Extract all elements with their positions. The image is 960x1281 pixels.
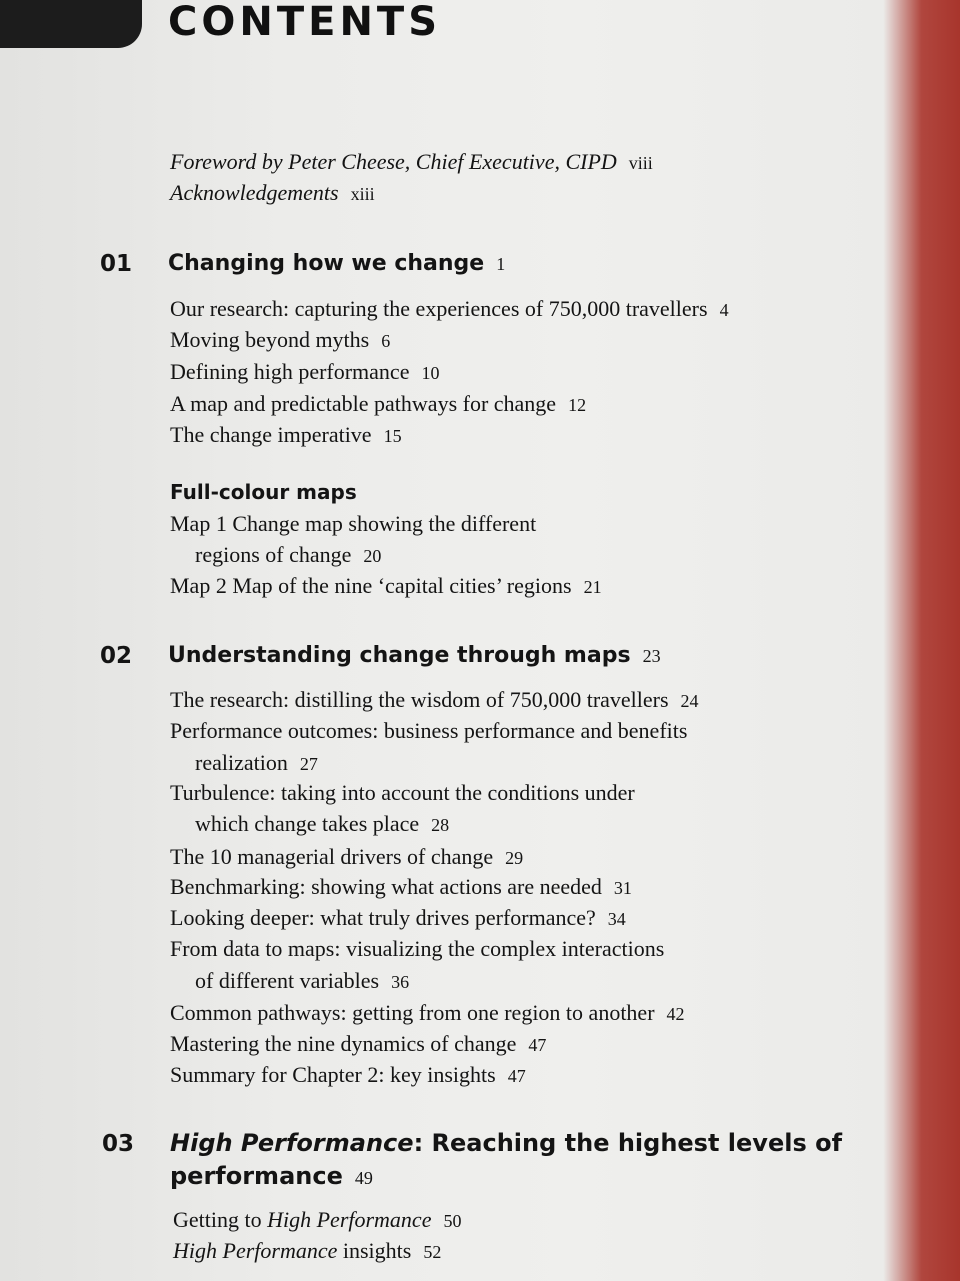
toc-entry — [170, 999, 685, 1028]
toc-entry-line1: Turbulence: taking into account the conditions under — [170, 780, 635, 805]
entry-label: Acknowledgements — [170, 180, 339, 205]
entry-label-italic: High Performance — [267, 1207, 432, 1232]
entry-page: 47 — [507, 1066, 526, 1086]
chapter-title-text: performance — [170, 1162, 343, 1190]
entry-page: 36 — [391, 972, 410, 992]
toc-entry — [170, 326, 390, 355]
entry-page: 6 — [381, 331, 391, 351]
chapter-number: 03 — [102, 1131, 135, 1157]
toc-entry — [170, 904, 626, 933]
chapter-number: 01 — [100, 251, 133, 277]
entry-label: The research: distilling the wisdom of 750,000 travellers — [170, 687, 669, 712]
chapter-title — [170, 1128, 842, 1158]
entry-label: of different variables — [195, 968, 380, 993]
entry-page: 15 — [383, 426, 402, 446]
entry-label-prefix: Getting to — [173, 1207, 268, 1232]
chapter-title-line2 — [170, 1161, 373, 1193]
toc-entry — [170, 873, 632, 902]
entry-page: 24 — [680, 691, 699, 711]
entry-page: 34 — [607, 909, 626, 929]
toc-entry — [170, 686, 699, 715]
toc-entry-line1: Map 1 Change map showing the different — [170, 511, 537, 536]
entry-label: The change imperative — [170, 422, 372, 447]
entry-page: 50 — [443, 1211, 462, 1231]
toc-entry — [173, 1237, 441, 1266]
toc-entry-line2 — [195, 749, 318, 778]
chapter-title — [168, 642, 661, 670]
toc-entry — [170, 421, 402, 450]
subsection-title: Full-colour maps — [170, 480, 357, 504]
entry-label: Foreword by Peter Cheese, Chief Executive, CIPD — [170, 149, 617, 174]
toc-entry — [170, 358, 439, 387]
entry-page: xiii — [350, 184, 375, 204]
toc-entry — [170, 390, 586, 419]
entry-label: A map and predictable pathways for change — [170, 391, 557, 416]
entry-label: Summary for Chapter 2: key insights — [170, 1062, 496, 1087]
toc-entry — [170, 295, 729, 324]
toc-entry-line1: From data to maps: visualizing the complex interactions — [170, 936, 665, 961]
entry-page: 4 — [719, 300, 729, 320]
entry-label-italic: High Performance — [173, 1238, 338, 1263]
entry-page: 31 — [613, 878, 632, 898]
toc-entry — [170, 843, 523, 872]
entry-label: Map 2 Map of the nine ‘capital cities’ regions — [170, 573, 572, 598]
entry-label: Benchmarking: showing what actions are needed — [170, 874, 602, 899]
toc-entry-acknowledgements — [170, 179, 375, 208]
entry-label: Our research: capturing the experiences of 750,000 travellers — [170, 296, 708, 321]
entry-page: 52 — [423, 1242, 442, 1262]
entry-page: 29 — [505, 848, 524, 868]
toc-entry-foreword — [170, 148, 653, 177]
entry-label-suffix: insights — [337, 1238, 412, 1263]
entry-label: Moving beyond myths — [170, 327, 370, 352]
chapter-page: 49 — [354, 1168, 373, 1188]
toc-entry — [170, 1030, 546, 1059]
toc-entry — [173, 1206, 461, 1235]
toc-entry-line2 — [195, 541, 381, 570]
chapter-title-text: Understanding change through maps — [168, 643, 631, 668]
toc-entry-line1: Performance outcomes: business performance and benefits — [170, 718, 688, 743]
entry-label: Defining high performance — [170, 359, 410, 384]
entry-page: viii — [628, 153, 653, 173]
entry-page: 47 — [528, 1035, 547, 1055]
page-title: CONTENTS — [168, 0, 442, 45]
entry-label: Looking deeper: what truly drives performance? — [170, 905, 596, 930]
toc-entry-line2 — [195, 810, 449, 839]
entry-label: which change takes place — [195, 811, 420, 836]
entry-page: 21 — [583, 577, 602, 597]
toc-entry — [170, 572, 602, 601]
entry-page: 12 — [568, 395, 587, 415]
entry-label: realization — [195, 750, 288, 775]
toc-entry-line2 — [195, 967, 409, 996]
entry-page: 27 — [299, 754, 318, 774]
entry-page: 28 — [431, 815, 450, 835]
entry-label: Mastering the nine dynamics of change — [170, 1031, 517, 1056]
chapter-page: 23 — [642, 646, 661, 666]
chapter-page: 1 — [496, 254, 506, 274]
chapter-title-text: Changing how we change — [168, 251, 485, 276]
chapter-title — [168, 250, 505, 278]
toc-entry — [170, 1061, 526, 1090]
entry-label: The 10 managerial drivers of change — [170, 844, 494, 869]
entry-label: regions of change — [195, 542, 352, 567]
entry-page: 20 — [363, 546, 382, 566]
chapter-title-italic: High Performance — [170, 1129, 414, 1157]
entry-label: Common pathways: getting from one region to another — [170, 1000, 655, 1025]
heading-tab-bar — [0, 0, 142, 48]
entry-page: 42 — [666, 1004, 685, 1024]
chapter-title-text: : Reaching the highest levels of — [413, 1129, 843, 1157]
entry-page: 10 — [421, 363, 440, 383]
chapter-number: 02 — [100, 643, 133, 669]
